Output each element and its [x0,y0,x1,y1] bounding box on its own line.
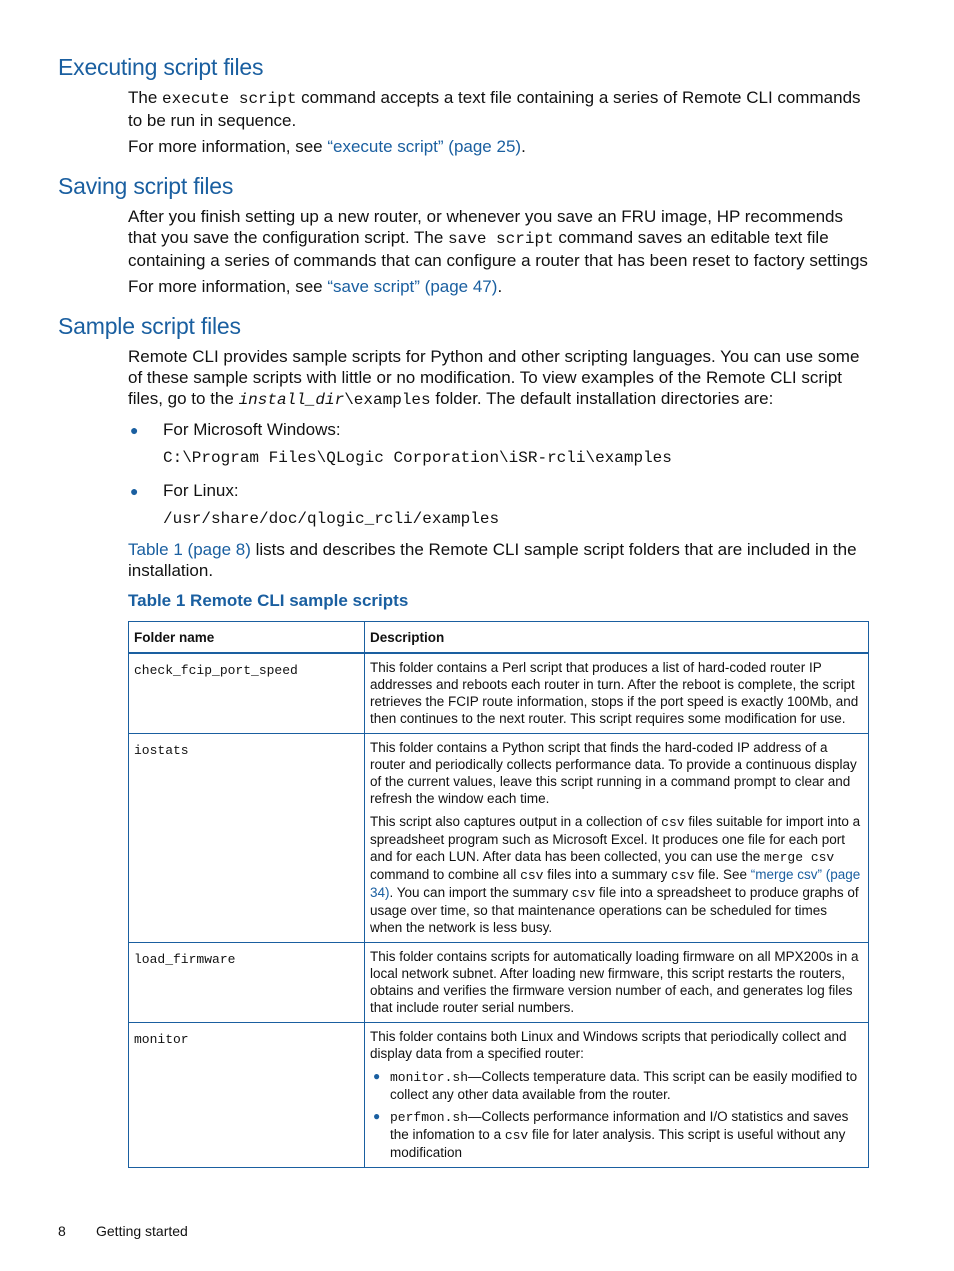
examples-code: \examples [344,391,431,409]
sample-scripts-table [128,621,869,1168]
bullet-linux: For Linux: [163,481,239,500]
merge-csv-link[interactable]: “merge csv” (page 34) [370,867,861,900]
description-cell [365,1023,869,1168]
description-cell [365,734,869,943]
table-1-link[interactable]: Table 1 (page 8) [128,540,251,559]
heading-sample-script-files: Sample script files [58,313,241,339]
folder-name-cell: check_fcip_port_speed [129,653,365,734]
description-cell: This folder contains a Perl script that produces a list of hard-coded router IP addresses and reboots each router in turn. After the reboot is complete, the script retrieves the FCIP route information, stops if the port speed is exactly 100Mb, and then continues to the next router. This script requires some modification for use. [365,653,869,734]
folder-name-cell: monitor [129,1023,365,1168]
save-script-code: save script [448,230,554,248]
list-item: ● perfmon.sh—Collects performance information and I/O statistics and saves the infomation to a csv file for later analysis. This script is useful without any modification [373,1109,849,1160]
iostats-desc-p2: This script also captures output in a collection of csv files suitable for import into a spreadsheet program such as Microsoft Excel. It produces one file for each port and for each LUN. After data has been collected, you can use the merge csv command to combine all csv files into a summary csv file. See “merge csv” (page 34). You can import the summary csv file into a spreadsheet to produce graphs of usage over time, so that maintenance operations can be scheduled for times when the network is less busy. [370,814,861,935]
install-dir-code: install_dir [238,391,345,409]
executing-more-info: For more information, see “execute script” (page 25). [128,137,526,156]
table-row [129,734,869,943]
sample-paragraph: Remote CLI provides sample scripts for Python and other scripting languages. You can use some of these sample scripts with little or no modification. To view examples of the Remote CLI script files, go to the install_dir\examples folder. The default installation directories are: [128,347,860,409]
description-cell: This folder contains scripts for automatically loading firmware on all MPX200s in a local network subnet. After loading new firmware, this script restarts the routers, obtains and verifies the firmware version number of each, and generates log files that include router serial numbers. [365,943,869,1023]
bullet-dot: ● [130,422,139,438]
footer-section-title: Getting started [96,1223,188,1239]
saving-more-info: For more information, see “save script” (page 47). [128,277,503,296]
bullet-windows: For Microsoft Windows: [163,420,341,439]
monitor-desc-p1: This folder contains both Linux and Windows scripts that periodically collect and display data from a specified router: [370,1029,847,1061]
saving-paragraph: After you finish setting up a new router, or whenever you save an FRU image, HP recommends that you save the configuration script. The save script command saves an editable text file containing a series of commands that can configure a router that has been reset to factory settings [128,207,868,270]
linux-path-code: /usr/share/doc/qlogic_rcli/examples [163,510,500,528]
folder-name-cell: load_firmware [129,943,365,1023]
execute-script-link[interactable]: “execute script” (page 25) [327,137,522,156]
heading-saving-script-files: Saving script files [58,173,234,199]
table-row [129,1023,869,1168]
execute-script-code: execute script [162,90,297,108]
table-caption: Table 1 Remote CLI sample scripts [128,591,409,610]
list-item: ● monitor.sh—Collects temperature data. This script can be easily modified to collect any other data available from the router. [373,1069,858,1102]
table-row [129,943,869,1023]
monitor-script-list [370,1068,863,1161]
save-script-link[interactable]: “save script” (page 47) [327,277,498,296]
executing-paragraph: The execute script command accepts a text file containing a series of Remote CLI commands to be run in sequence. [128,88,861,130]
folder-name-cell: iostats [129,734,365,943]
bullet-dot: ● [130,483,139,499]
bullet-dot: ● [373,1109,381,1123]
table-intro-paragraph: Table 1 (page 8) lists and describes the Remote CLI sample script folders that are included in the installation. [128,540,857,580]
column-header-folder-name: Folder name [129,622,365,654]
bullet-dot: ● [373,1069,381,1083]
iostats-desc-p1: This folder contains a Python script that finds the hard-coded IP address of a router and periodically collects performance data. To provide a continuous display of the current values, leave this script running in a command prompt to clear and refresh the window each time. [370,740,857,806]
page-number: 8 [58,1223,66,1239]
table-header-row [129,622,869,654]
column-header-description: Description [365,622,869,654]
heading-executing-script-files: Executing script files [58,54,264,80]
windows-path-code: C:\Program Files\QLogic Corporation\iSR-rcli\examples [163,449,672,467]
table-row [129,653,869,734]
